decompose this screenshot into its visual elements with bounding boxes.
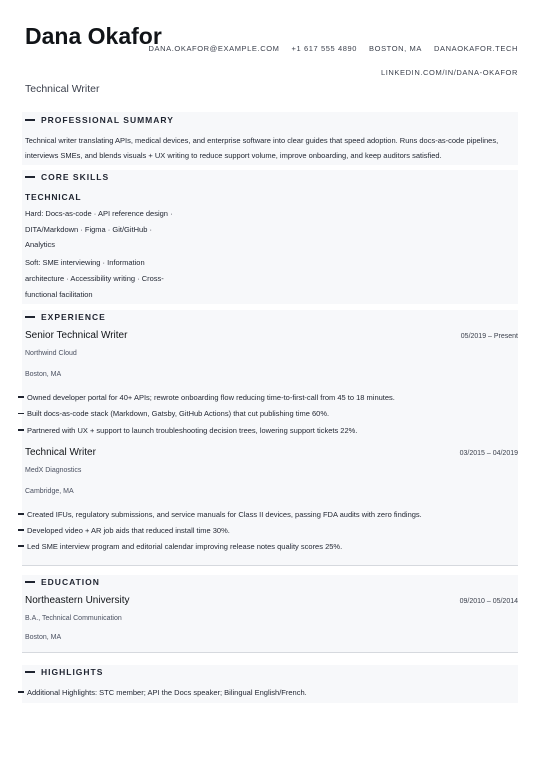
bullet-dash-icon [18,545,24,546]
section-skills [22,170,518,304]
section-experience [22,310,518,566]
list-item: Built docs-as-code stack (Markdown, Gatsby, GitHub Actions) that cut publishing time 60%. [18,405,518,422]
job-entry [22,330,518,438]
list-item: Owned developer portal for 40+ APIs; rewrote onboarding flow reducing time-to-first-call from 45 to 18 minutes. [18,389,518,405]
section-dash-icon [25,316,35,318]
bullet-dash-icon [18,513,24,514]
job-entry [22,447,518,554]
section-title: CORE SKILLS [22,170,518,184]
list-item: Additional Highlights: STC member; API the Docs speaker; Bilingual English/French. [18,685,518,699]
education-date: 09/2010 – 05/2014 [459,598,518,605]
bullet-dash-icon [18,691,24,692]
section-divider [22,652,518,653]
list-item: Developed video + AR job aids that reduced install time 30%. [18,522,518,538]
section-dash-icon [25,581,35,583]
section-highlights [22,665,518,703]
section-title: EDUCATION [22,575,518,589]
skills-hard: Hard: Docs-as-code · API reference design · DITA/Markdown · Figma · Git/GitHub · Analytics [25,209,173,249]
bullet-dash-icon [18,396,24,397]
skills-subtitle: TECHNICAL [25,192,82,202]
skills-soft: Soft: SME interviewing · Information architecture · Accessibility writing · Cross- functional facilitation [25,257,164,299]
contact-email[interactable]: DANA.OKAFOR@EXAMPLE.COM [148,44,280,53]
bullet-dash-icon [18,413,24,414]
job-location: Boston, MA [25,371,62,378]
contact-phone[interactable]: +1 617 555 4890 [291,44,358,53]
section-title: EXPERIENCE [22,310,518,324]
section-dash-icon [25,119,35,121]
contact-website[interactable]: DANAOKAFOR.TECH [433,44,518,53]
contact-linkedin[interactable]: LINKEDIN.COM/IN/DANA-OKAFOR [380,68,518,77]
education-location: Boston, MA [25,634,62,641]
job-title: Senior Technical Writer [25,330,128,341]
bullet-dash-icon [18,529,24,530]
section-title: PROFESSIONAL SUMMARY [22,113,518,127]
section-education [22,575,518,653]
job-date: 05/2019 – Present [460,333,518,340]
list-item: Partnered with UX + support to launch troubleshooting decision trees, lowering support tickets 22%. [18,422,518,438]
job-location: Cambridge, MA [25,488,74,495]
candidate-name: Dana Okafor [25,23,162,49]
candidate-role: Technical Writer [25,83,100,95]
education-school: Northeastern University [25,595,130,606]
list-item: Led SME interview program and editorial calendar improving release notes quality scores 25%. [18,538,518,554]
section-divider [22,565,518,566]
contact-row [148,44,518,53]
section-dash-icon [25,671,35,673]
section-title: HIGHLIGHTS [22,665,518,679]
bullet-dash-icon [18,429,24,430]
summary-text: Technical writer translating APIs, medical devices, and enterprise software into clear guides that speed adoption. Runs docs-as-code pipelines, interviews SMEs, and blends visuals + UX writing to reduce support volume, improve onboarding, and keep auditors satisfied. [25,136,499,160]
section-summary [22,112,518,165]
job-company: MedX Diagnostics [25,467,82,474]
job-title: Technical Writer [25,447,96,458]
job-company: Northwind Cloud [25,350,77,357]
section-dash-icon [25,176,35,178]
list-item: Created IFUs, regulatory submissions, and service manuals for Class II devices, passing FDA audits with zero findings. [18,506,518,522]
contact-location: BOSTON, MA [369,44,422,53]
education-degree: B.A., Technical Communication [25,615,122,622]
job-date: 03/2015 – 04/2019 [459,450,518,457]
